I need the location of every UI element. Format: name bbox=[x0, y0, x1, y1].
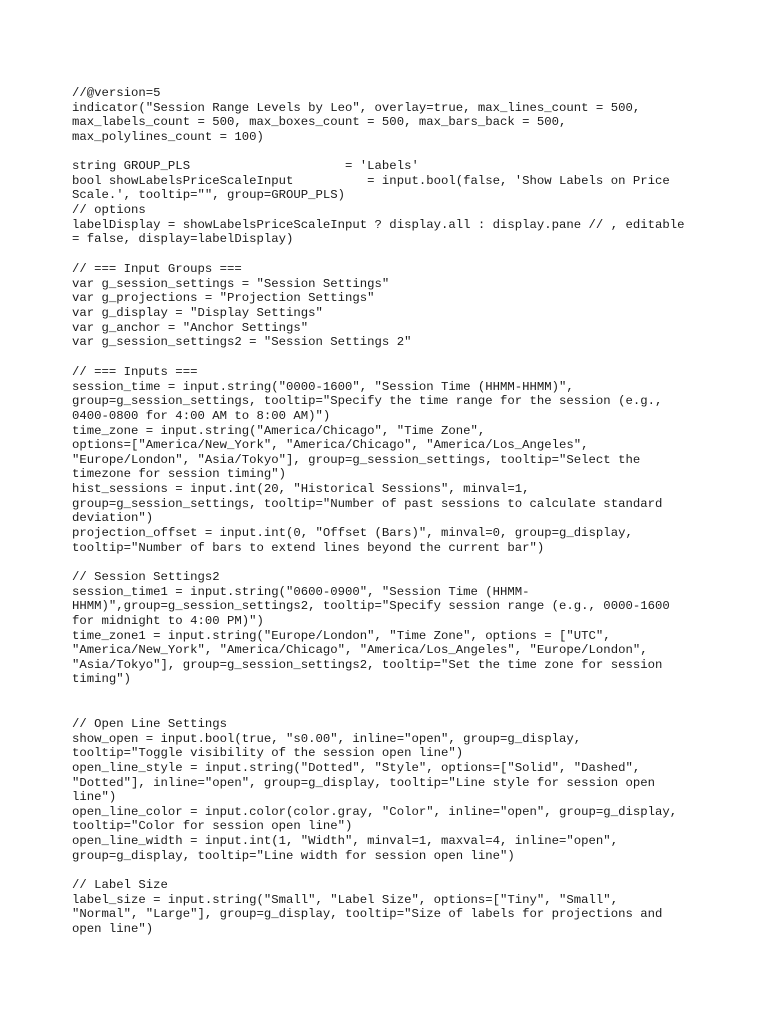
code-line: label_size = input.string("Small", "Label Size", options=["Tiny", "Small", bbox=[72, 892, 619, 907]
code-line: session_time1 = input.string("0600-0900", "Session Time (HHMM- bbox=[72, 584, 530, 599]
code-line: timezone for session timing") bbox=[72, 467, 287, 482]
code-block-open-line-settings bbox=[72, 717, 712, 863]
code-line: // Open Line Settings bbox=[72, 717, 227, 731]
code-line: session_time = input.string("0000-1600", "Session Time (HHMM-HHMM)", bbox=[72, 379, 574, 394]
code-block-header bbox=[72, 86, 712, 145]
code-line: hist_sessions = input.int(20, "Historical Sessions", minval=1, bbox=[72, 482, 530, 497]
code-line: deviation") bbox=[72, 511, 154, 526]
code-line: // options bbox=[72, 202, 146, 217]
code-line: timing") bbox=[72, 672, 132, 687]
code-line: HHMM)",group=g_session_settings2, tooltip="Specify session range (e.g., 0000-1600 bbox=[72, 599, 670, 614]
code-line: "Europe/London", "Asia/Tokyo"], group=g_session_settings, tooltip="Select the bbox=[72, 452, 641, 467]
code-line: "Dotted"], inline="open", group=g_display, tooltip="Line style for session open bbox=[72, 775, 655, 790]
code-block-inputs bbox=[72, 365, 712, 555]
code-line: group=g_session_settings, tooltip="Specify the time range for the session (e.g., bbox=[72, 394, 663, 409]
code-line: var g_session_settings = "Session Settings" bbox=[72, 276, 390, 291]
code-line: var g_session_settings2 = "Session Settings 2" bbox=[72, 335, 412, 350]
code-line: // Label Size bbox=[72, 878, 168, 892]
code-line: //@version=5 bbox=[72, 86, 161, 100]
code-line: tooltip="Number of bars to extend lines beyond the current bar") bbox=[72, 540, 545, 555]
code-line: group=g_display, tooltip="Line width for session open line") bbox=[72, 848, 515, 863]
code-line: tooltip="Color for session open line") bbox=[72, 819, 353, 834]
code-line: line") bbox=[72, 790, 117, 805]
code-line: "Normal", "Large"], group=g_display, tooltip="Size of labels for projections and bbox=[72, 907, 663, 922]
code-line: 0400-0800 for 4:00 AM to 8:00 AM)") bbox=[72, 408, 331, 423]
code-line: indicator("Session Range Levels by Leo", overlay=true, max_lines_count = 500, bbox=[72, 100, 641, 115]
code-line: open_line_width = input.int(1, "Width", minval=1, maxval=4, inline="open", bbox=[72, 834, 619, 849]
code-line: open_line_style = input.string("Dotted", "Style", options=["Solid", "Dashed", bbox=[72, 760, 641, 775]
code-line: // === Inputs === bbox=[72, 365, 198, 379]
code-line: // Session Settings2 bbox=[72, 570, 220, 584]
code-line: options=["America/New_York", "America/Chicago", "America/Los_Angeles", bbox=[72, 438, 589, 453]
code-line: var g_display = "Display Settings" bbox=[72, 305, 323, 320]
code-line: group=g_session_settings, tooltip="Number of past sessions to calculate standard bbox=[72, 496, 663, 511]
code-line: var g_anchor = "Anchor Settings" bbox=[72, 320, 309, 335]
code-line: string GROUP_PLS = 'Labels' bbox=[72, 159, 419, 173]
code-line: show_open = input.bool(true, "s0.00", inline="open", group=g_display, bbox=[72, 731, 582, 746]
code-line: = false, display=labelDisplay) bbox=[72, 232, 294, 247]
code-block-input-groups bbox=[72, 262, 712, 350]
code-line: open line") bbox=[72, 921, 154, 936]
code-line: labelDisplay = showLabelsPriceScaleInput ? display.all : display.pane // , editable bbox=[72, 217, 685, 232]
code-line: projection_offset = input.int(0, "Offset (Bars)", minval=0, group=g_display, bbox=[72, 526, 633, 541]
code-line: max_polylines_count = 100) bbox=[72, 129, 264, 144]
code-line: for midnight to 4:00 PM)") bbox=[72, 613, 264, 628]
code-line: time_zone = input.string("America/Chicago", "Time Zone", bbox=[72, 423, 486, 438]
code-line: bool showLabelsPriceScaleInput = input.bool(false, 'Show Labels on Price bbox=[72, 173, 670, 188]
code-block-session-settings2 bbox=[72, 570, 712, 687]
code-line: time_zone1 = input.string("Europe/London", "Time Zone", options = ["UTC", bbox=[72, 628, 611, 643]
code-block-label-size bbox=[72, 878, 712, 937]
code-line: max_labels_count = 500, max_boxes_count = 500, max_bars_back = 500, bbox=[72, 115, 567, 130]
code-line: "America/New_York", "America/Chicago", "America/Los_Angeles", "Europe/London", bbox=[72, 643, 648, 658]
code-line: var g_projections = "Projection Settings" bbox=[72, 291, 375, 306]
code-line: open_line_color = input.color(color.gray, "Color", inline="open", group=g_display, bbox=[72, 804, 678, 819]
code-line: "Asia/Tokyo"], group=g_session_settings2, tooltip="Set the time zone for session bbox=[72, 657, 663, 672]
code-block-labels-settings bbox=[72, 159, 712, 247]
code-line: Scale.', tooltip="", group=GROUP_PLS) bbox=[72, 188, 346, 203]
code-line: tooltip="Toggle visibility of the session open line") bbox=[72, 746, 464, 761]
code-line: // === Input Groups === bbox=[72, 262, 242, 276]
